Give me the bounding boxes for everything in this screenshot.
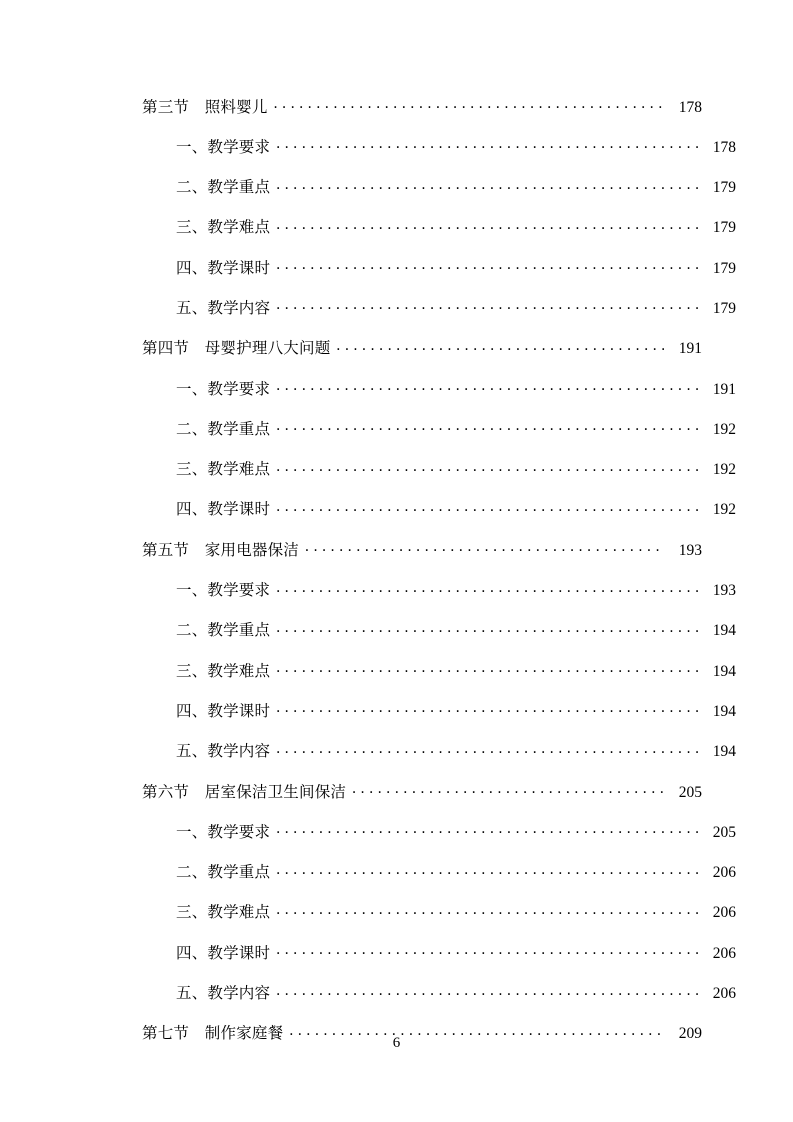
toc-entry[interactable] [120,660,736,679]
toc-entry-page-number: 193 [678,541,702,559]
toc-entry-page-number: 179 [712,219,736,237]
toc-entry[interactable] [120,700,736,719]
toc-entry-page-number: 191 [712,380,736,398]
toc-entry-label: 三、教学难点 [176,662,271,680]
toc-entry-page-number: 206 [712,904,736,922]
toc-leader-dots [276,459,698,475]
toc-leader-dots [276,902,698,918]
toc-leader-dots [276,418,698,434]
toc-entry-label: 二、教学重点 [176,864,271,882]
toc-entry-page-number: 194 [712,622,736,640]
toc-entry[interactable] [120,177,736,196]
toc-entry-page-number: 193 [712,582,736,600]
toc-entry-page-number: 178 [678,98,702,116]
toc-entry-label: 二、教学重点 [176,179,271,197]
toc-leader-dots [276,821,698,837]
toc-entry-page-number: 179 [712,179,736,197]
toc-leader-dots [276,217,698,233]
toc-entry[interactable] [120,821,736,840]
toc-entry[interactable] [120,539,702,558]
toc-entry[interactable] [120,418,736,437]
toc-leader-dots [276,620,698,636]
toc-leader-dots [276,942,698,958]
toc-entry-label: 四、教学课时 [176,501,271,519]
toc-entry-page-number: 206 [712,985,736,1003]
toc-entry-label: 四、教学课时 [176,702,271,720]
toc-entry[interactable] [120,862,736,881]
toc-entry[interactable] [120,983,736,1002]
toc-entry-page-number: 179 [712,259,736,277]
toc-leader-dots [276,297,698,313]
toc-entry-page-number: 178 [712,138,736,156]
toc-entry[interactable] [120,338,702,357]
toc-entry-label: 第六节 居室保洁卫生间保洁 [142,783,347,801]
toc-entry[interactable] [120,136,736,155]
toc-entry[interactable] [120,741,736,760]
toc-entry[interactable] [120,580,736,599]
toc-entry-label: 一、教学要求 [176,582,271,600]
toc-entry-label: 三、教学难点 [176,461,271,479]
toc-entry-label: 五、教学内容 [176,299,271,317]
toc-leader-dots [276,862,698,878]
toc-entry-page-number: 194 [712,743,736,761]
toc-entry[interactable] [120,459,736,478]
toc-leader-dots [276,378,698,394]
toc-entry-page-number: 179 [712,299,736,317]
toc-leader-dots [352,781,664,797]
toc-entry-page-number: 192 [712,420,736,438]
toc-entry-page-number: 205 [712,823,736,841]
toc-entry-page-number: 194 [712,702,736,720]
toc-entry-page-number: 191 [678,340,702,358]
toc-leader-dots [276,983,698,999]
toc-entry[interactable] [120,297,736,316]
toc-entry[interactable] [120,902,736,921]
toc-entry[interactable] [120,217,736,236]
toc-entry[interactable] [120,96,702,115]
toc-leader-dots [276,177,698,193]
toc-entry[interactable] [120,781,702,800]
toc-leader-dots [305,539,664,555]
toc-entry[interactable] [120,942,736,961]
toc-entry-page-number: 206 [712,864,736,882]
toc-leader-dots [276,700,698,716]
toc-entry-label: 二、教学重点 [176,420,271,438]
toc-entry-page-number: 194 [712,662,736,680]
toc-leader-dots [336,338,664,354]
toc-entry-label: 四、教学课时 [176,944,271,962]
toc-entry[interactable] [120,257,736,276]
toc-entry-label: 二、教学重点 [176,622,271,640]
toc-entry-label: 五、教学内容 [176,985,271,1003]
toc-entry-label: 一、教学要求 [176,380,271,398]
toc-entry-label: 五、教学内容 [176,743,271,761]
toc-entry-label: 第五节 家用电器保洁 [142,541,300,559]
page-folio: 6 [392,1035,401,1051]
toc-entry[interactable] [120,378,736,397]
toc-entry-page-number: 205 [678,783,702,801]
toc-leader-dots [276,660,698,676]
toc-leader-dots [276,499,698,515]
toc-entry[interactable] [120,620,736,639]
toc-entry-page-number: 209 [678,1025,702,1043]
toc-leader-dots [276,741,698,757]
toc-entry-label: 第四节 母婴护理八大问题 [142,340,331,358]
toc-leader-dots [276,136,698,152]
toc-entry[interactable] [120,499,736,518]
toc-entry-page-number: 192 [712,501,736,519]
toc-entry-label: 三、教学难点 [176,219,271,237]
toc-entry-label: 第三节 照料婴儿 [142,98,268,116]
toc-entry-label: 第七节 制作家庭餐 [142,1025,284,1043]
toc-entry-page-number: 206 [712,944,736,962]
toc-entry-label: 三、教学难点 [176,904,271,922]
table-of-contents [120,96,736,1063]
toc-leader-dots [274,96,664,112]
toc-entry-page-number: 192 [712,461,736,479]
toc-entry-label: 四、教学课时 [176,259,271,277]
toc-entry-label: 一、教学要求 [176,823,271,841]
toc-entry-label: 一、教学要求 [176,138,271,156]
toc-leader-dots [276,257,698,273]
toc-leader-dots [276,580,698,596]
